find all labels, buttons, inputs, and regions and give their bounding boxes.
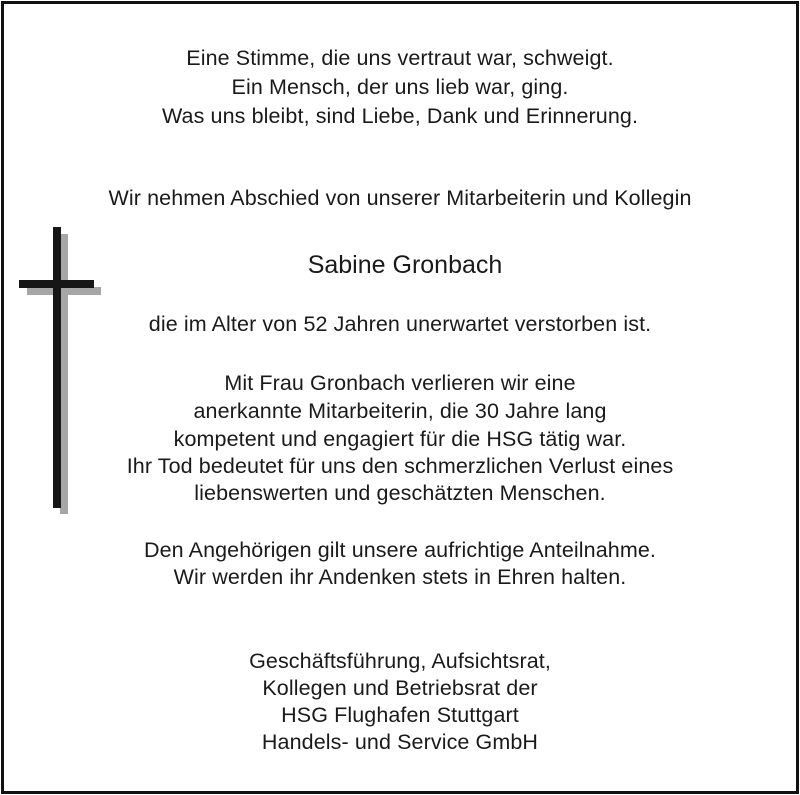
tribute-line-4: Ihr Tod bedeutet für uns den schmerzlichen Verlust eines <box>126 454 674 478</box>
farewell-intro: Wir nehmen Abschied von unserer Mitarbeiterin und Kollegin <box>108 186 692 210</box>
verse-line-2: Ein Mensch, der uns lieb war, ging. <box>231 75 569 99</box>
deceased-name: Sabine Gronbach <box>307 251 503 279</box>
tribute-line-5: liebenswerten und geschätzten Menschen. <box>194 481 606 505</box>
signature-line-3: HSG Flughafen Stuttgart <box>281 703 519 727</box>
signature-line-4: Handels- und Service GmbH <box>261 730 539 754</box>
tribute-line-2: anerkannte Mitarbeiterin, die 30 Jahre lang <box>193 399 607 423</box>
age-line: die im Alter von 52 Jahren unerwartet verstorben ist. <box>148 312 652 336</box>
tribute-line-3: kompetent und engagiert für die HSG tätig war. <box>173 427 627 451</box>
signature-line-1: Geschäftsführung, Aufsichtsrat, <box>249 649 551 673</box>
signature-line-2: Kollegen und Betriebsrat der <box>262 676 538 700</box>
condolence-line-2: Wir werden ihr Andenken stets in Ehren halten. <box>173 565 627 589</box>
verse-line-3: Was uns bleibt, sind Liebe, Dank und Erinnerung. <box>161 104 639 128</box>
verse-line-1: Eine Stimme, die uns vertraut war, schweigt. <box>186 46 614 70</box>
cross-horizontal-beam <box>19 280 94 288</box>
tribute-line-1: Mit Frau Gronbach verlieren wir eine <box>224 371 576 395</box>
cross-shadow-horizontal <box>27 287 101 295</box>
condolence-line-1: Den Angehörigen gilt unsere aufrichtige Anteilnahme. <box>144 538 656 562</box>
